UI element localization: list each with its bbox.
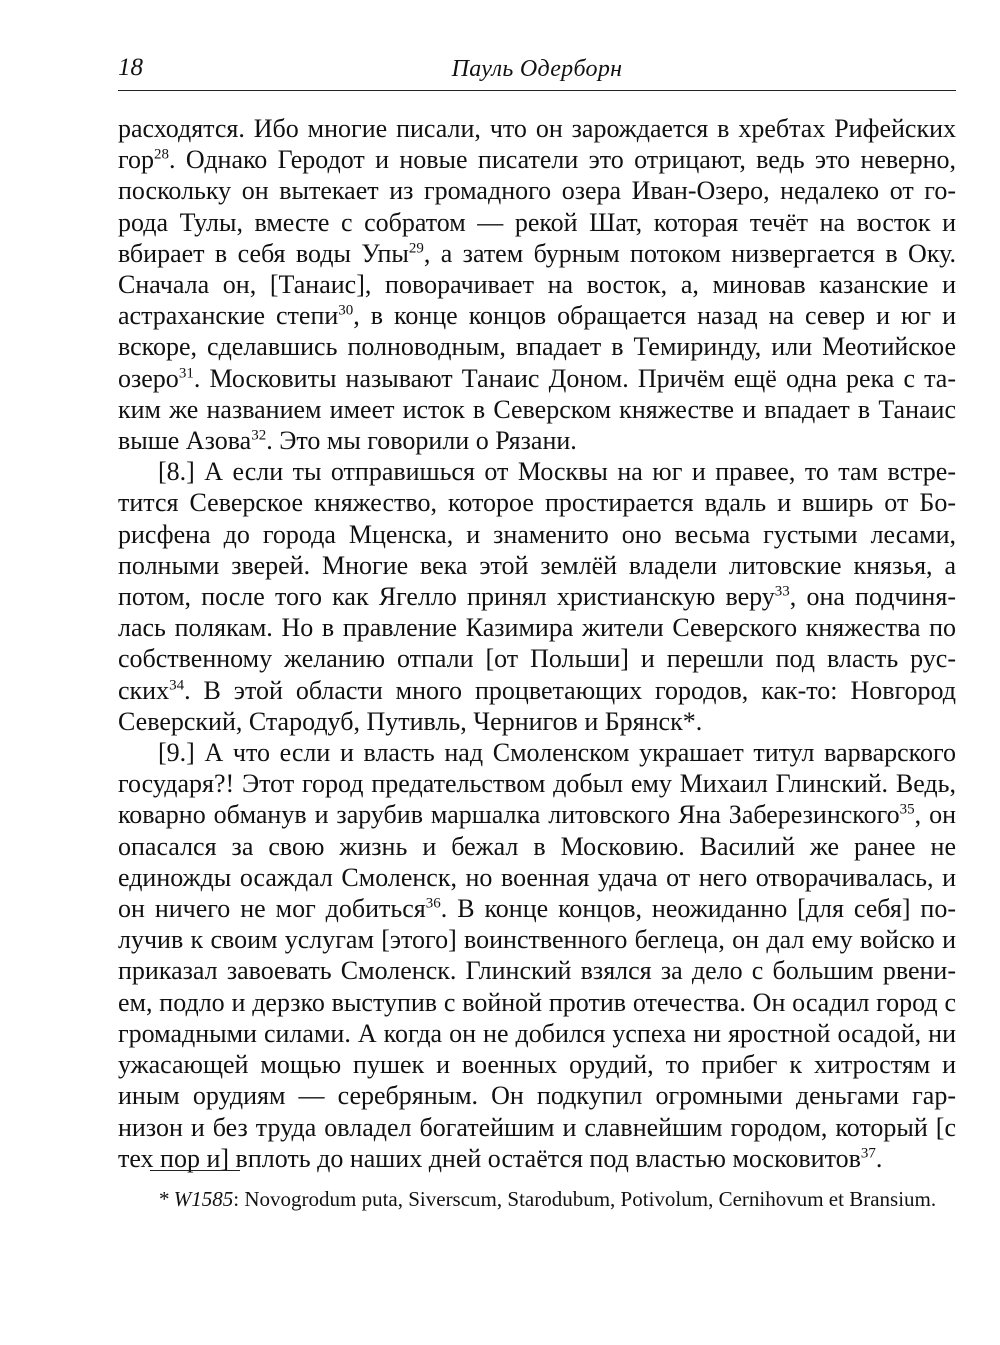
paragraph-text: , а затем бурным потоком низвергается в Оку. Сначала он, [Танаис], поворачивает на восток, а, миновав казанские и астраханские степи xyxy=(118,238,956,331)
paragraph-text: . Московиты называют Танаис Доном. Причём ещё одна река с таким же названием имеет исток в Северском княжестве и впадает в Танаис выше Азова xyxy=(118,363,956,456)
paragraph-text: . xyxy=(875,1143,883,1173)
paragraph-text: , она подчинялась полякам. Но в правление Казимира жители Северского княжества по собственному желанию отпали [от Польши] и перешли под власть русских xyxy=(118,582,956,705)
paragraph-text: . Это мы говорили о Рязани. xyxy=(266,426,577,456)
footnote-divider xyxy=(150,1170,240,1171)
note-ref-34: 34 xyxy=(169,677,185,693)
paragraph-text: . Однако Геродот и новые писатели это отрицают, ведь это неверно, поскольку он вытекает из громадного озера Иван-Озеро, недалеко от города Тулы, вместе с собратом — рекой Шат, которая течёт на восток и вбирает в себя воды Упы xyxy=(118,145,956,268)
paragraph-continuation xyxy=(118,113,956,456)
running-header xyxy=(118,50,956,91)
note-ref-30: 30 xyxy=(338,302,354,319)
paragraph-8 xyxy=(118,456,956,737)
note-ref-36: 36 xyxy=(425,895,441,912)
running-title: Пауль Одерборн xyxy=(451,56,623,82)
paragraph-text: . В конце концов, неожиданно [для себя] получив к своим услугам [этого] воинственного беглеца, он дал ему войско и приказал завоевать Смоленск. Глинский взялся за дело с большим рвением, подло и дерзко выступив с войной против отечества. Он осадил город с громадными силами. А когда он не добился успеха ни яростной осадой, ни ужасающей мощью пушек и военных орудий, то прибег к хитростям и иным орудиям — серебряным. Он подкупил огромными деньгами гарнизон и без труда овладел богатейшим и славнейшим городом, который [с тех пор и] вплоть до наших дней остаётся под властью московитов xyxy=(118,894,956,1173)
note-ref-35: 35 xyxy=(899,801,915,818)
paragraph-text: , в конце концов обращается назад на север и юг и вскоре, сделавшись полноводным, впадает в Темиринду, или Меотийское озеро xyxy=(118,301,956,393)
paragraph-text: , он опасался за свою жизнь и бежал в Московию. Василий же ранее не единожды осаждал Смоленск, но военная удача от него отворачивалась, и он ничего не мог добиться xyxy=(118,800,956,924)
note-ref-37: 37 xyxy=(860,1145,876,1162)
footnote xyxy=(118,1186,956,1212)
footnote-source: W1585 xyxy=(173,1187,234,1211)
paragraph-text: [9.] А что если и власть над Смоленском украшает титул варварского государя?! Этот город предательством добыл ему Михаил Глинский. Ведь, коварно обманув и зарубив маршалка литовского Яна Заберезинского xyxy=(118,738,956,830)
footnote-text: : Novogrodum puta, Siverscum, Starodubum, Potivolum, Cernihovum et Bransium. xyxy=(233,1187,937,1211)
paragraph-text: [8.] А если ты отправишься от Москвы на юг и правее, то там встретится Северское княжество, которое простирается вдаль и вширь от Борисфена до города Мценска, и знаменито оно весьма густыми лесами, полными зверей. Многие века этой землёй владели литовские князья, а потом, после того как Ягелло принял христианскую веру xyxy=(118,457,956,612)
note-ref-33: 33 xyxy=(774,583,790,600)
note-ref-28: 28 xyxy=(154,146,170,163)
paragraph-text: расходятся. Ибо многие писали, что он зарождается в хребтах Рифейских гор xyxy=(118,114,956,175)
page-number: 18 xyxy=(118,54,143,81)
footnote-mark: * xyxy=(158,1187,174,1211)
body-text xyxy=(118,113,956,1174)
paragraph-text: . В этой области много процветающих городов, как-то: Новгород Северский, Стародуб, Путивль, Чернигов и Брянск*. xyxy=(118,675,956,736)
paragraph-9 xyxy=(118,737,956,1174)
note-ref-32: 32 xyxy=(251,427,267,444)
note-ref-29: 29 xyxy=(408,240,424,257)
note-ref-31: 31 xyxy=(178,364,194,381)
